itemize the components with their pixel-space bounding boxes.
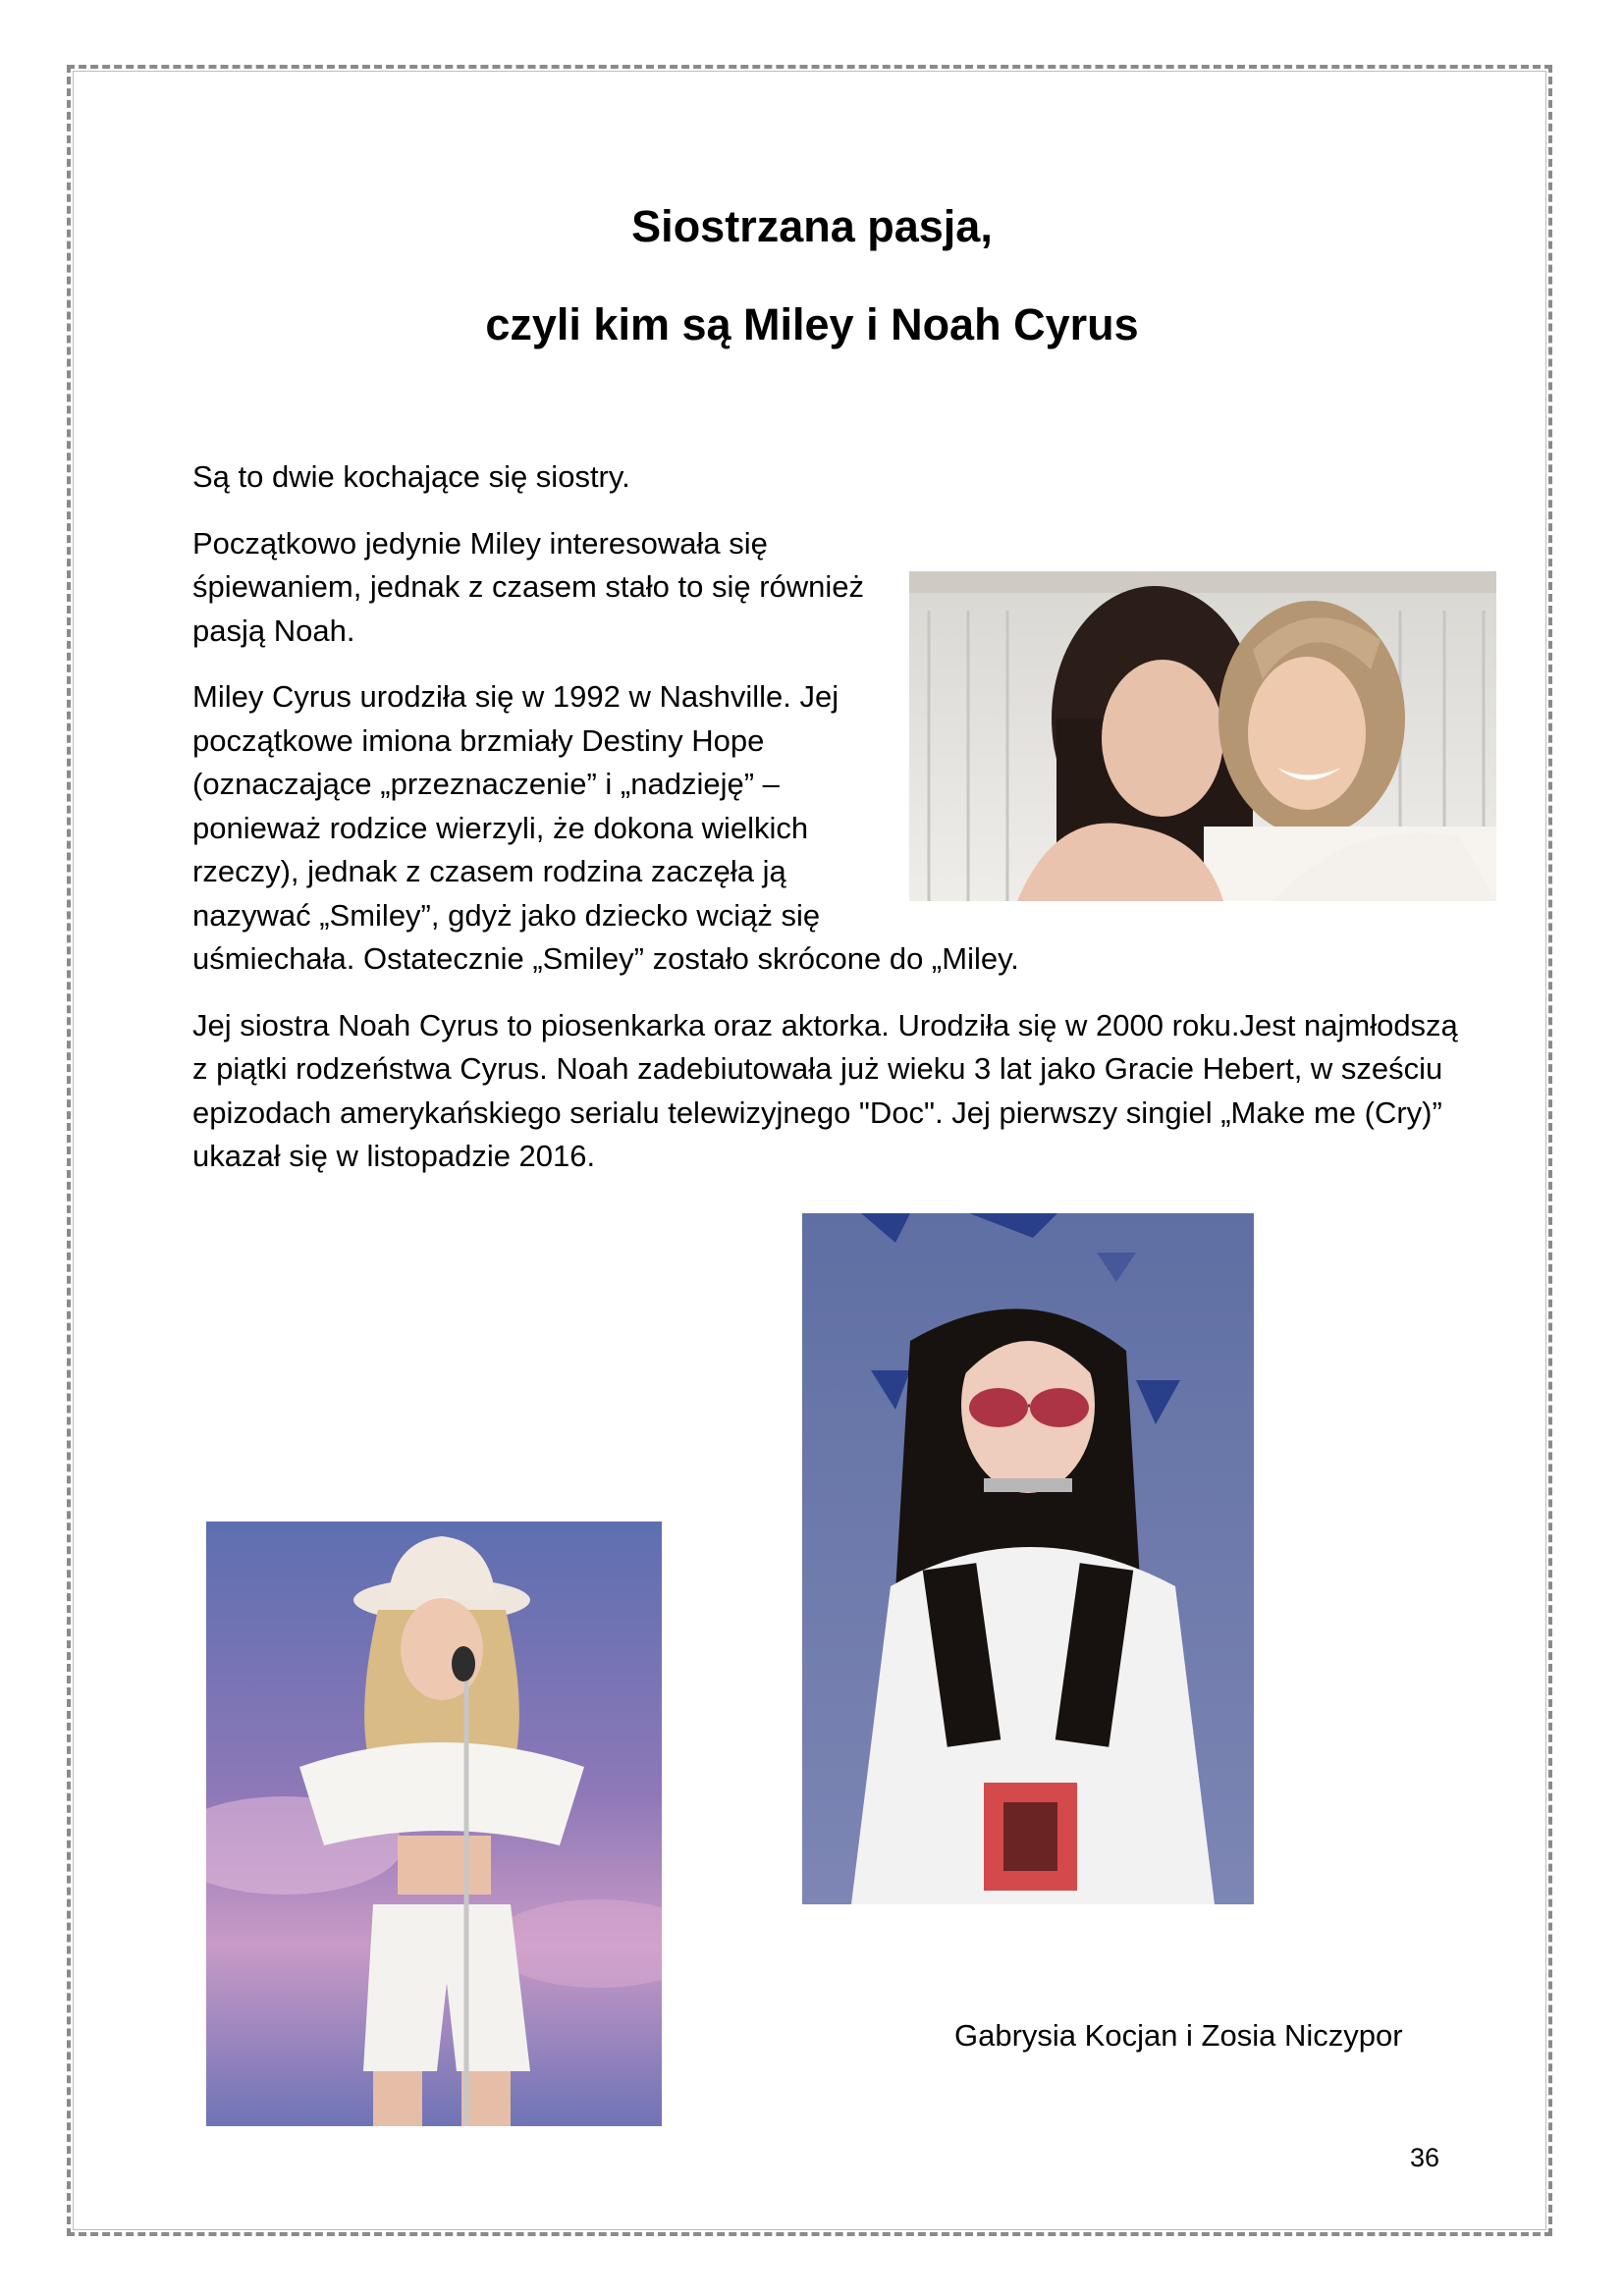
authors: Gabrysia Kocjan i Zosia Niczypor bbox=[954, 2018, 1403, 2053]
sisters-hug-photo bbox=[909, 571, 1496, 901]
title-line-2: czyli kim są Miley i Noah Cyrus bbox=[485, 299, 1139, 349]
noah-cyrus-photo bbox=[802, 1213, 1254, 1904]
miley-cyrus-photo bbox=[206, 1522, 662, 2126]
page-number: 36 bbox=[1410, 2143, 1440, 2172]
paragraph-intro: Są to dwie kochające się siostry. bbox=[192, 459, 630, 494]
paragraph-miley: Miley Cyrus urodziła się w 1992 w Nashville. Jej początkowe imiona brzmiały Destiny Hope (oznaczające „przeznaczenie” i „nadzieję” – ponieważ rodzice wierzyli, że dokona wielkich rzeczy), jednak z czasem rodzina zaczęła ją nazywać „Smiley”, gdyż jako dziecko wciąż się uśmiechała. Ostatecznie „Smiley” zostało skrócone do „Miley. bbox=[192, 679, 1019, 976]
paragraph-noah: Jej siostra Noah Cyrus to piosenkarka oraz aktorka. Urodziła się w 2000 roku.Jest najmłodszą z piątki rodzeństwa Cyrus. Noah zadebiutowała już wieku 3 lat jako Gracie Hebert, w sześciu epizodach amerykańskiego serialu telewizyjnego "Doc". Jej pierwszy singiel „Make me (Cry)” ukazał się w listopadzie 2016. bbox=[192, 1007, 1458, 1173]
paragraph-singing: Początkowo jedynie Miley interesowała się śpiewaniem, jednak z czasem stało to się również pasją Noah. bbox=[192, 525, 865, 648]
article-body bbox=[192, 455, 1459, 1201]
title-line-1: Siostrzana pasja, bbox=[631, 201, 993, 251]
